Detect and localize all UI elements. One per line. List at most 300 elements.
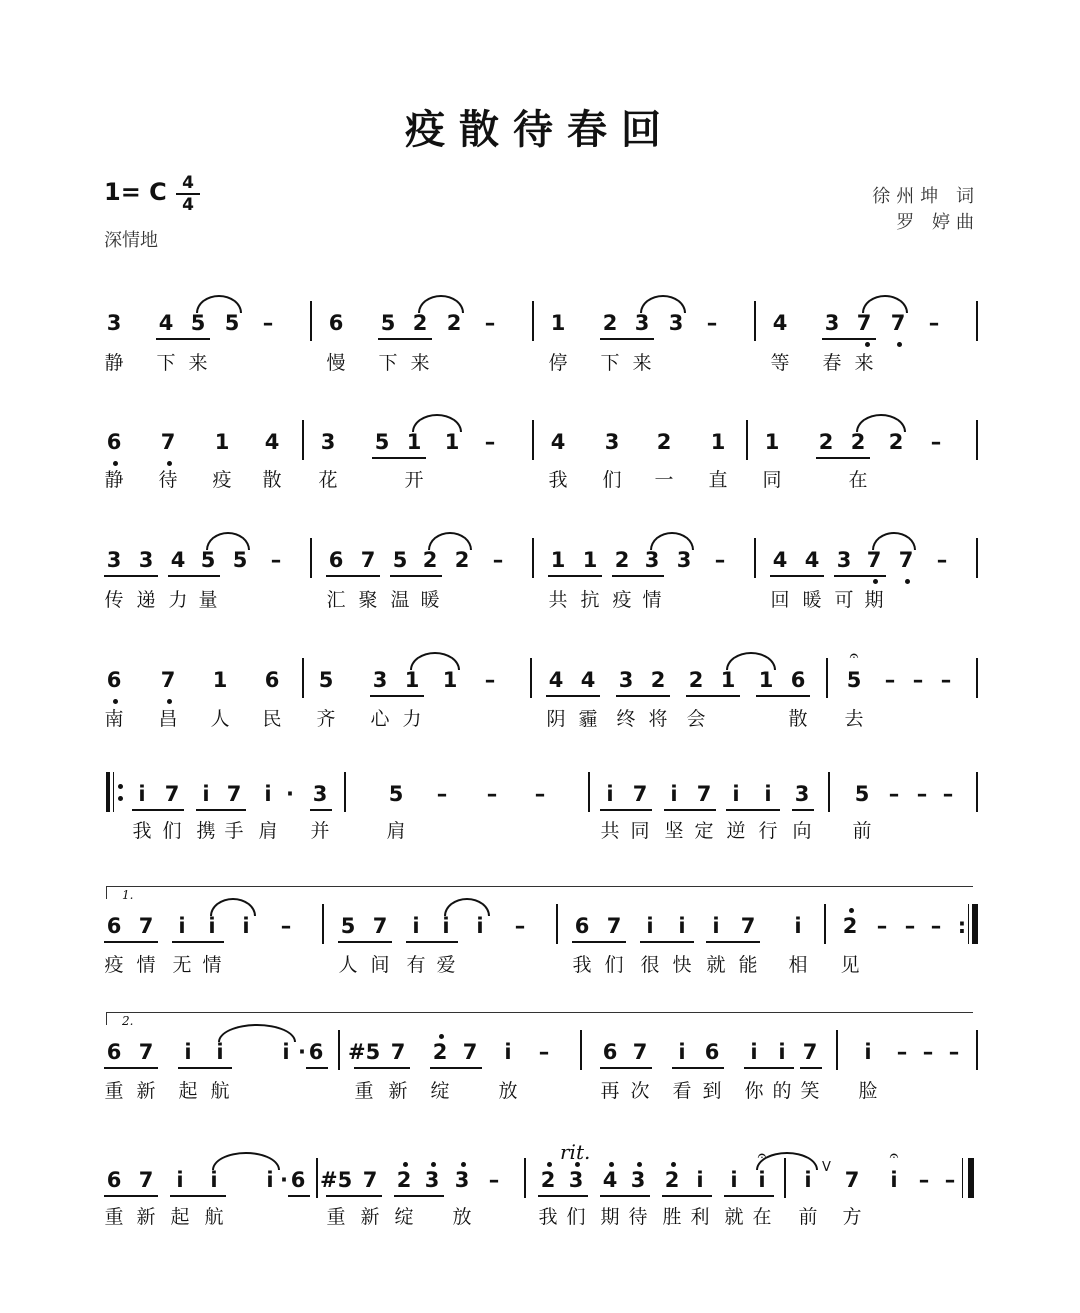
beam-underline xyxy=(326,1195,382,1197)
lyric: 我 xyxy=(572,954,592,976)
note: 4 xyxy=(804,548,820,572)
note: 7 xyxy=(160,668,176,692)
lyric: 航 xyxy=(204,1206,224,1228)
beam-underline xyxy=(616,695,670,697)
note: i xyxy=(138,782,146,806)
barline xyxy=(976,301,978,341)
lyric: 共 xyxy=(600,820,620,842)
note: 5 xyxy=(224,311,240,335)
note: 2 xyxy=(688,668,704,692)
lyric: 抗 xyxy=(580,589,600,611)
lyric: 人 xyxy=(210,708,230,730)
beam-underline xyxy=(354,1067,410,1069)
lyric: 同 xyxy=(630,820,650,842)
lyric: 肩 xyxy=(258,820,278,842)
note: – xyxy=(486,782,498,806)
note: – xyxy=(930,914,942,938)
lyric: 重 xyxy=(354,1080,374,1102)
note: – xyxy=(912,668,924,692)
fermata-icon: 𝄐 xyxy=(849,646,859,665)
note: 2 xyxy=(842,914,858,938)
note: 2 xyxy=(432,1040,448,1064)
lyric: 疫 xyxy=(612,589,632,611)
note: i xyxy=(758,1168,766,1192)
lyric: 民 xyxy=(262,708,282,730)
lyric: 爱 xyxy=(436,954,456,976)
beam-underline xyxy=(310,809,332,811)
note: · xyxy=(298,1040,306,1064)
key-signature: 1= C xyxy=(104,178,167,206)
beam-underline xyxy=(640,941,694,943)
note: · xyxy=(286,782,294,806)
beam-underline xyxy=(600,338,654,340)
note: 6 xyxy=(106,1168,122,1192)
note: 6 xyxy=(328,311,344,335)
note: 7 xyxy=(362,1168,378,1192)
high-octave-dot xyxy=(609,1162,614,1167)
lyricist-credit: 徐州坤 词 xyxy=(872,186,980,207)
note: 6 xyxy=(290,1168,306,1192)
lyric: 一 xyxy=(654,469,674,491)
note: · xyxy=(280,1168,288,1192)
beam-underline xyxy=(390,575,442,577)
note: i xyxy=(890,1168,898,1192)
lyric: 们 xyxy=(604,954,624,976)
note: i xyxy=(178,914,186,938)
barline xyxy=(824,904,826,944)
final-thick xyxy=(968,1158,974,1198)
note: 2 xyxy=(614,548,630,572)
note: 6 xyxy=(106,668,122,692)
lyric: 下 xyxy=(600,352,620,374)
note: 3 xyxy=(138,548,154,572)
lyric: 情 xyxy=(202,954,222,976)
note: #5 xyxy=(348,1040,381,1064)
note: – xyxy=(916,782,928,806)
lyric: 回 xyxy=(770,589,790,611)
lyric: 方 xyxy=(842,1206,862,1228)
beam-underline xyxy=(306,1067,328,1069)
barline xyxy=(344,772,346,812)
low-octave-dot xyxy=(167,461,172,466)
beam-underline xyxy=(546,695,600,697)
beam-underline xyxy=(104,575,158,577)
note: – xyxy=(896,1040,908,1064)
note: i xyxy=(210,1168,218,1192)
note: 1 xyxy=(212,668,228,692)
lyric: 可 xyxy=(834,589,854,611)
beam-underline xyxy=(706,941,760,943)
barline xyxy=(826,658,828,698)
beam-underline xyxy=(686,695,740,697)
high-octave-dot xyxy=(849,908,854,913)
song-title: 疫散待春回 xyxy=(405,106,675,153)
beam-underline xyxy=(370,695,424,697)
high-octave-dot xyxy=(461,1162,466,1167)
lyric: 我 xyxy=(538,1206,558,1228)
note: i xyxy=(732,782,740,806)
note: i xyxy=(184,1040,192,1064)
note: 3 xyxy=(106,548,122,572)
lyric: 春 xyxy=(822,352,842,374)
lyric: 情 xyxy=(642,589,662,611)
note: i xyxy=(208,914,216,938)
lyric: 绽 xyxy=(430,1080,450,1102)
note: i xyxy=(646,914,654,938)
note: i xyxy=(504,1040,512,1064)
note: i xyxy=(176,1168,184,1192)
note: 2 xyxy=(422,548,438,572)
note: 6 xyxy=(308,1040,324,1064)
lyric: 们 xyxy=(602,469,622,491)
lyric: 力 xyxy=(168,589,188,611)
beam-underline xyxy=(822,338,876,340)
lyric: 利 xyxy=(690,1206,710,1228)
tie-slur xyxy=(428,532,472,550)
note: – xyxy=(948,1040,960,1064)
tie-slur xyxy=(444,898,490,916)
note: – xyxy=(492,548,504,572)
note: 6 xyxy=(106,430,122,454)
tie-slur xyxy=(726,652,776,670)
lyric: 递 xyxy=(136,589,156,611)
beam-underline xyxy=(816,457,870,459)
lyric: 在 xyxy=(848,469,868,491)
lyric: 汇 xyxy=(326,589,346,611)
lyric: 来 xyxy=(410,352,430,374)
beam-underline xyxy=(430,1067,482,1069)
note: i xyxy=(678,1040,686,1064)
fermata-icon: 𝄐 xyxy=(889,1146,899,1165)
note: 3 xyxy=(320,430,336,454)
lyric: 疫 xyxy=(212,469,232,491)
beam-underline xyxy=(172,941,224,943)
low-octave-dot xyxy=(167,699,172,704)
note: – xyxy=(918,1168,930,1192)
note: 1 xyxy=(764,430,780,454)
barline xyxy=(302,658,304,698)
note: 3 xyxy=(618,668,634,692)
lyric: 来 xyxy=(854,352,874,374)
lyric: 疫 xyxy=(104,954,124,976)
beam-underline xyxy=(600,1195,650,1197)
volta-1-label: 1. xyxy=(122,888,134,902)
note: i xyxy=(696,1168,704,1192)
lyric: 我 xyxy=(132,820,152,842)
note: – xyxy=(944,1168,956,1192)
beam-underline xyxy=(104,1195,158,1197)
note: – xyxy=(436,782,448,806)
beam-underline xyxy=(726,809,780,811)
barline xyxy=(532,420,534,460)
barline xyxy=(754,301,756,341)
note: i xyxy=(216,1040,224,1064)
note: 7 xyxy=(866,548,882,572)
note: 3 xyxy=(668,311,684,335)
beam-underline xyxy=(104,941,158,943)
lyric: 重 xyxy=(326,1206,346,1228)
note: – xyxy=(888,782,900,806)
lyric: 逆 xyxy=(726,820,746,842)
beam-underline xyxy=(800,1067,822,1069)
note: i xyxy=(764,782,772,806)
lyric: 心 xyxy=(370,708,390,730)
note: 5 xyxy=(846,668,862,692)
lyric: 新 xyxy=(360,1206,380,1228)
note: 7 xyxy=(138,1040,154,1064)
note: 6 xyxy=(328,548,344,572)
low-octave-dot xyxy=(873,579,878,584)
note: 2 xyxy=(412,311,428,335)
note: 7 xyxy=(890,311,906,335)
barline xyxy=(316,1158,318,1198)
note: 2 xyxy=(396,1168,412,1192)
tie-slur xyxy=(650,532,694,550)
lyric: 到 xyxy=(702,1080,722,1102)
lyric: 期 xyxy=(864,589,884,611)
note: 4 xyxy=(772,311,788,335)
note: 7 xyxy=(138,914,154,938)
expression-marking: 深情地 xyxy=(104,230,158,251)
barline xyxy=(588,772,590,812)
low-octave-dot xyxy=(865,342,870,347)
lyric: 前 xyxy=(852,820,872,842)
barline xyxy=(556,904,558,944)
beam-underline xyxy=(834,575,886,577)
high-octave-dot xyxy=(671,1162,676,1167)
lyric: 传 xyxy=(104,589,124,611)
barline xyxy=(976,658,978,698)
lyric: 齐 xyxy=(316,708,336,730)
note: – xyxy=(270,548,282,572)
note: – xyxy=(884,668,896,692)
note: i xyxy=(864,1040,872,1064)
note: – xyxy=(942,782,954,806)
note: 1 xyxy=(720,668,736,692)
lyric: 停 xyxy=(548,352,568,374)
lyric: 我 xyxy=(548,469,568,491)
barline xyxy=(836,1030,838,1070)
repeat-dot xyxy=(118,796,123,801)
repeat-end-thin xyxy=(968,904,969,944)
note: 3 xyxy=(424,1168,440,1192)
note: i xyxy=(794,914,802,938)
lyric: 来 xyxy=(632,352,652,374)
beam-underline xyxy=(378,338,432,340)
lyric: 待 xyxy=(158,469,178,491)
beam-underline xyxy=(104,1067,158,1069)
lyric: 们 xyxy=(566,1206,586,1228)
note: 3 xyxy=(644,548,660,572)
tie-slur xyxy=(212,1152,280,1170)
note: 1 xyxy=(550,548,566,572)
beam-underline xyxy=(548,575,602,577)
high-octave-dot xyxy=(431,1162,436,1167)
lyric: 待 xyxy=(628,1206,648,1228)
note: 2 xyxy=(446,311,462,335)
barline xyxy=(976,420,978,460)
note: 7 xyxy=(898,548,914,572)
note: – xyxy=(262,311,274,335)
note: 5 xyxy=(318,668,334,692)
low-octave-dot xyxy=(905,579,910,584)
lyric: 新 xyxy=(136,1206,156,1228)
note: 2 xyxy=(888,430,904,454)
note: 1 xyxy=(442,668,458,692)
note: i xyxy=(242,914,250,938)
note: 7 xyxy=(164,782,180,806)
beam-underline xyxy=(288,1195,310,1197)
note: 7 xyxy=(632,782,648,806)
note: – xyxy=(928,311,940,335)
barline xyxy=(310,301,312,341)
note: 5 xyxy=(392,548,408,572)
note: 7 xyxy=(740,914,756,938)
note: – xyxy=(714,548,726,572)
note: – xyxy=(922,1040,934,1064)
beam-underline xyxy=(744,1067,794,1069)
beam-underline xyxy=(538,1195,588,1197)
note: 2 xyxy=(540,1168,556,1192)
lyric: 向 xyxy=(792,820,812,842)
tie-slur xyxy=(872,532,916,550)
tie-slur xyxy=(410,652,460,670)
barline xyxy=(302,420,304,460)
note: 3 xyxy=(312,782,328,806)
note: 5 xyxy=(232,548,248,572)
lyric: 能 xyxy=(738,954,758,976)
volta-1-bracket xyxy=(106,886,973,899)
note: 7 xyxy=(632,1040,648,1064)
lyric: 肩 xyxy=(386,820,406,842)
note: – xyxy=(876,914,888,938)
barline xyxy=(976,1030,978,1070)
note: i xyxy=(282,1040,290,1064)
beam-underline xyxy=(326,575,380,577)
beam-underline xyxy=(338,941,392,943)
lyric: 来 xyxy=(188,352,208,374)
lyric: 昌 xyxy=(158,708,178,730)
note: 6 xyxy=(106,914,122,938)
lyric: 无 xyxy=(172,954,192,976)
high-octave-dot xyxy=(439,1034,444,1039)
repeat-end-thick xyxy=(972,904,978,944)
note: 7 xyxy=(462,1040,478,1064)
lyric: 温 xyxy=(390,589,410,611)
rit-marking: rit. xyxy=(560,1140,591,1164)
beam-underline xyxy=(156,338,210,340)
note: i xyxy=(678,914,686,938)
note: – xyxy=(280,914,292,938)
lyric: 开 xyxy=(404,469,424,491)
lyric: 直 xyxy=(708,469,728,491)
beam-underline xyxy=(178,1067,232,1069)
lyric: 快 xyxy=(672,954,692,976)
note: i xyxy=(202,782,210,806)
lyric: 重 xyxy=(104,1206,124,1228)
note: – xyxy=(936,548,948,572)
barline xyxy=(976,538,978,578)
note: 3 xyxy=(454,1168,470,1192)
low-octave-dot xyxy=(113,461,118,466)
lyric: 期 xyxy=(600,1206,620,1228)
tie-slur xyxy=(862,295,908,313)
barline xyxy=(322,904,324,944)
note: 7 xyxy=(360,548,376,572)
barline xyxy=(532,301,534,341)
low-octave-dot xyxy=(897,342,902,347)
beam-underline xyxy=(168,575,220,577)
lyric: 航 xyxy=(210,1080,230,1102)
note: 5 xyxy=(200,548,216,572)
note: 1 xyxy=(214,430,230,454)
lyric: 绽 xyxy=(394,1206,414,1228)
note: 7 xyxy=(138,1168,154,1192)
note: 3 xyxy=(794,782,810,806)
tie-slur xyxy=(856,414,906,432)
beam-underline xyxy=(756,695,810,697)
note: 4 xyxy=(548,668,564,692)
lyric: 行 xyxy=(758,820,778,842)
lyric: 手 xyxy=(224,820,244,842)
note: 3 xyxy=(106,311,122,335)
note: i xyxy=(730,1168,738,1192)
lyric: 新 xyxy=(136,1080,156,1102)
note: 3 xyxy=(604,430,620,454)
lyric: 重 xyxy=(104,1080,124,1102)
composer-credit: 罗 婷曲 xyxy=(896,212,980,233)
lyric: 下 xyxy=(378,352,398,374)
note: 7 xyxy=(226,782,242,806)
barline xyxy=(580,1030,582,1070)
beam-underline xyxy=(600,1067,652,1069)
tie-slur xyxy=(412,414,462,432)
note: 5 xyxy=(380,311,396,335)
lyric: 暖 xyxy=(802,589,822,611)
note: – xyxy=(538,1040,550,1064)
barline xyxy=(530,658,532,698)
note: – xyxy=(706,311,718,335)
note: – xyxy=(930,430,942,454)
note: i xyxy=(606,782,614,806)
note: 2 xyxy=(850,430,866,454)
note: 6 xyxy=(704,1040,720,1064)
note: – xyxy=(904,914,916,938)
tie-slur xyxy=(210,898,256,916)
note: 4 xyxy=(602,1168,618,1192)
lyric: 静 xyxy=(104,352,124,374)
lyric: 再 xyxy=(600,1080,620,1102)
note: 5 xyxy=(190,311,206,335)
note: 4 xyxy=(264,430,280,454)
lyric: 花 xyxy=(318,469,338,491)
lyric: 很 xyxy=(640,954,660,976)
lyric: 散 xyxy=(262,469,282,491)
repeat-start-thick xyxy=(106,772,110,812)
lyric: 就 xyxy=(706,954,726,976)
beam-underline xyxy=(770,575,824,577)
lyric: 们 xyxy=(162,820,182,842)
lyric: 定 xyxy=(694,820,714,842)
note: i xyxy=(264,782,272,806)
note: i xyxy=(750,1040,758,1064)
note: i xyxy=(670,782,678,806)
note: – xyxy=(488,1168,500,1192)
note: 7 xyxy=(160,430,176,454)
lyric: 看 xyxy=(672,1080,692,1102)
note: 1 xyxy=(710,430,726,454)
high-octave-dot xyxy=(637,1162,642,1167)
